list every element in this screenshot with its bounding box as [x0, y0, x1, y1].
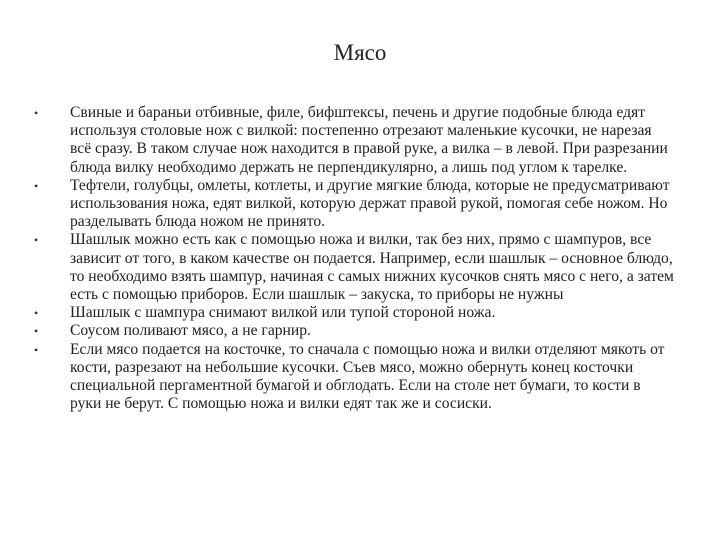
bullet-text: Шашлык можно есть как с помощью ножа и вилки, так без них, прямо с шампуров, все зависит от того, в каком качестве он подается. Например, если шашлык – основное блюдо, то необходимо взять шампур, начиная с самых нижних кусочков снять мясо с него, а затем есть с помощью приборов. Если шашлык – закуска, то приборы не нужны	[70, 231, 674, 304]
bullet-icon: •	[34, 233, 39, 248]
bullet-text: Тефтели, голубцы, омлеты, котлеты, и другие мягкие блюда, которые не предусматривают использования ножа, едят вилкой, которую держат правой рукой, помогая себе ножом. Но разделывать блюда ножом не принято.	[70, 176, 670, 231]
bullet-item-2	[34, 177, 674, 232]
bullet-icon: •	[34, 106, 39, 120]
bullet-text: Свиные и бараньи отбивные, филе, бифштексы, печень и другие подобные блюда едят используя столовые нож с вилкой: постепенно отрезают маленькие кусочки, не нарезая всё сразу. В таком случае нож находится в правой руке, а вилка – в левой. При разрезании блюда вилку необходимо держать не перпендикулярно, а лишь под углом к тарелке.	[70, 104, 668, 176]
bullet-icon: •	[34, 178, 39, 193]
bullet-icon: •	[34, 306, 39, 321]
bullet-list	[34, 104, 674, 413]
bullet-icon: •	[34, 324, 39, 339]
bullet-icon: •	[34, 342, 39, 357]
slide-title: Мясо	[333, 40, 387, 65]
bullet-item-4	[34, 304, 674, 322]
bullet-item-1	[34, 104, 674, 177]
bullet-item-5	[34, 322, 674, 340]
bullet-text: Если мясо подается на косточке, то сначала с помощью ножа и вилки отделяют мякоть от кости, разрезают на небольшие кусочки. Съев мясо, можно обернуть конец косточки специальной пергаментной бумагой и обглодать. Если на столе нет бумаги, то кости в руки не берут. С помощью ножа и вилки едят так же и сосиски.	[70, 340, 665, 413]
bullet-item-3	[34, 231, 674, 304]
bullet-text: Соусом поливают мясо, а не гарнир.	[70, 322, 311, 340]
bullet-text: Шашлык с шампура снимают вилкой или тупой стороной ножа.	[70, 304, 496, 322]
bullet-item-6	[34, 341, 674, 414]
